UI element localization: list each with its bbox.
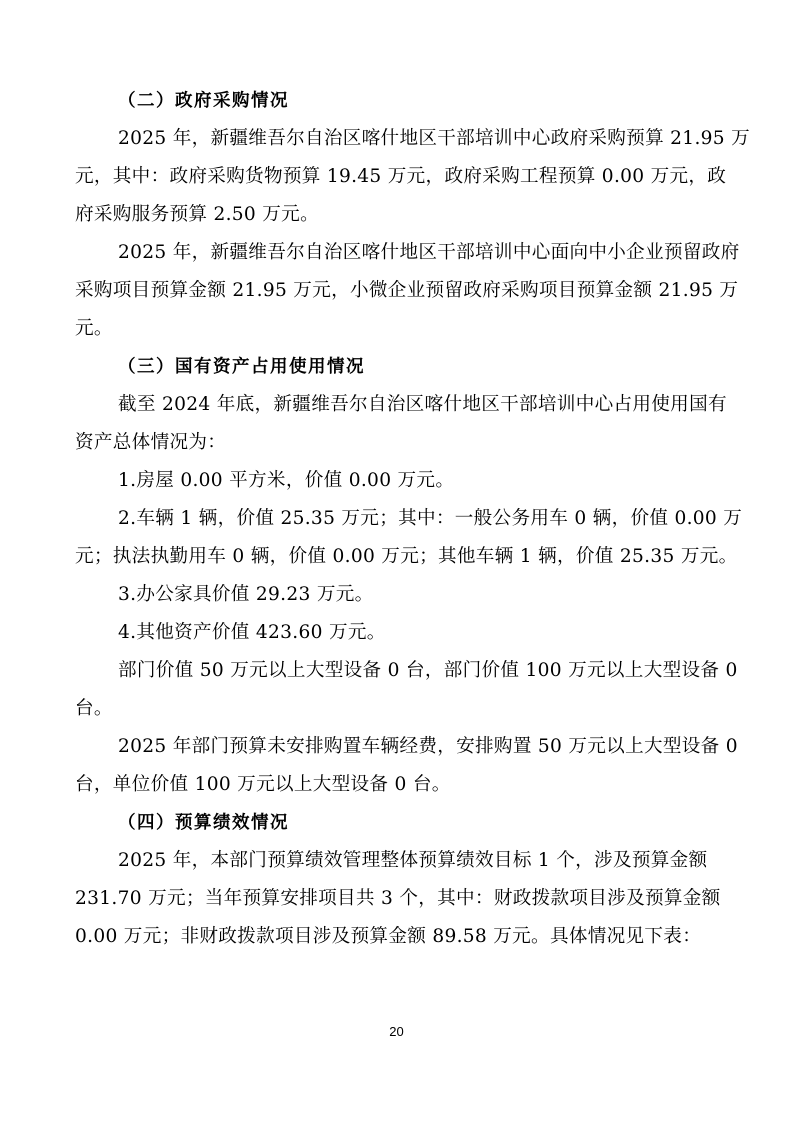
assets-equipment-line-1: 部门价值 50 万元以上大型设备 0 台，部门价值 100 万元以上大型设备 0 bbox=[118, 660, 738, 681]
assets-plan-line-2: 台，单位价值 100 万元以上大型设备 0 台。 bbox=[75, 774, 451, 795]
performance-paragraph-line-1: 2025 年，本部门预算绩效管理整体预算绩效目标 1 个，涉及预算金额 bbox=[118, 850, 708, 871]
page-number: 20 bbox=[389, 1024, 404, 1039]
procurement-paragraph-1-line-3: 府采购服务预算 2.50 万元。 bbox=[75, 204, 319, 225]
procurement-paragraph-1-line-1: 2025 年，新疆维吾尔自治区喀什地区干部培训中心政府采购预算 21.95 万 bbox=[118, 128, 751, 149]
assets-item-4: 4.其他资产价值 423.60 万元。 bbox=[118, 622, 386, 643]
procurement-paragraph-1-line-2: 元，其中：政府采购货物预算 19.45 万元，政府采购工程预算 0.00 万元，政 bbox=[75, 166, 727, 187]
section-heading-assets: （三）国有资产占用使用情况 bbox=[118, 357, 365, 377]
assets-item-1: 1.房屋 0.00 平方米，价值 0.00 万元。 bbox=[118, 470, 455, 491]
assets-item-2-line-2: 元；执法执勤用车 0 辆，价值 0.00 万元；其他车辆 1 辆，价值 25.35 万元。 bbox=[75, 546, 738, 567]
procurement-paragraph-2-line-3: 元。 bbox=[75, 318, 113, 339]
performance-paragraph-line-2: 231.70 万元；当年预算安排项目共 3 个，其中：财政拨款项目涉及预算金额 bbox=[75, 888, 721, 909]
assets-equipment-line-2: 台。 bbox=[75, 698, 113, 719]
assets-item-3: 3.办公家具价值 29.23 万元。 bbox=[118, 584, 374, 605]
procurement-paragraph-2-line-1: 2025 年，新疆维吾尔自治区喀什地区干部培训中心面向中小企业预留政府 bbox=[118, 242, 740, 263]
procurement-paragraph-2-line-2: 采购项目预算金额 21.95 万元，小微企业预留政府采购项目预算金额 21.95 万 bbox=[75, 280, 739, 301]
section-heading-performance: （四）预算绩效情况 bbox=[118, 813, 289, 833]
assets-item-2-line-1: 2.车辆 1 辆，价值 25.35 万元；其中：一般公务用车 0 辆，价值 0.00 万 bbox=[118, 508, 743, 529]
performance-paragraph-line-3: 0.00 万元；非财政拨款项目涉及预算金额 89.58 万元。具体情况见下表： bbox=[75, 926, 702, 947]
assets-intro-line-2: 资产总体情况为： bbox=[75, 432, 227, 453]
assets-plan-line-1: 2025 年部门预算未安排购置车辆经费，安排购置 50 万元以上大型设备 0 bbox=[118, 736, 738, 757]
section-heading-procurement: （二）政府采购情况 bbox=[118, 91, 289, 111]
assets-intro-line-1: 截至 2024 年底，新疆维吾尔自治区喀什地区干部培训中心占用使用国有 bbox=[118, 394, 727, 415]
